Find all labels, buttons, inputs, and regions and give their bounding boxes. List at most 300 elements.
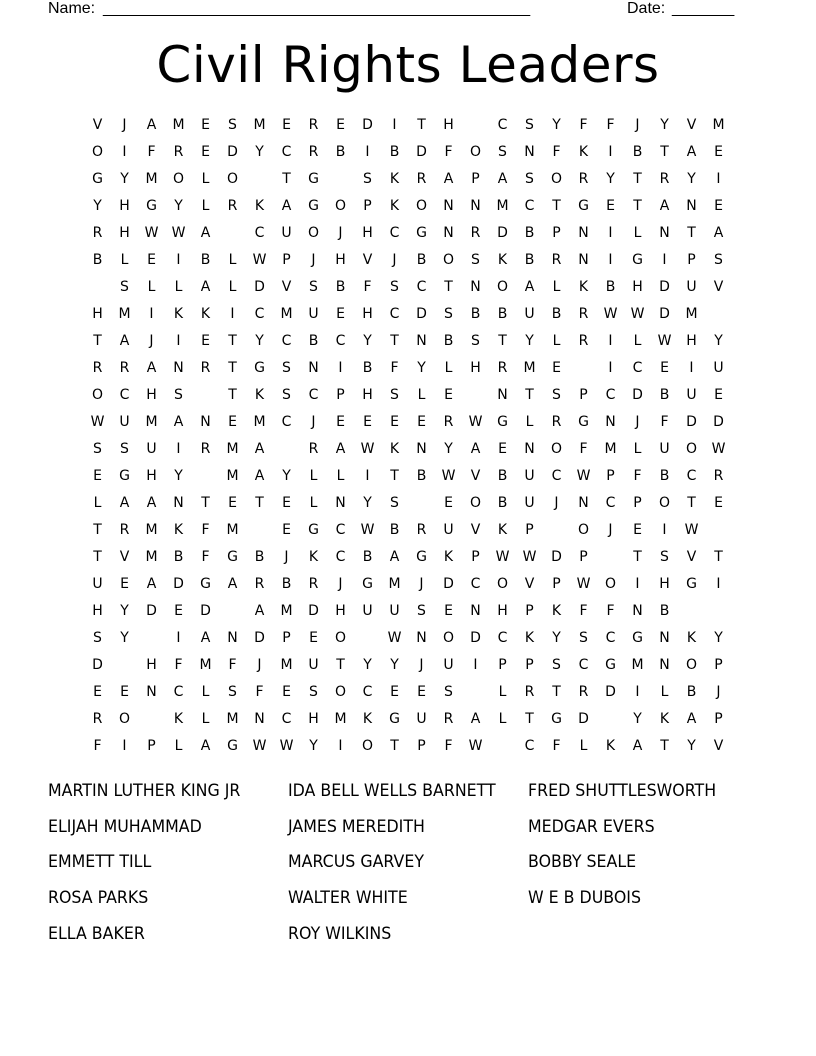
- grid-cell: [678, 598, 705, 625]
- grid-cell: C: [362, 684, 373, 700]
- grid-cell: I: [176, 630, 181, 646]
- grid-cell: M: [685, 306, 698, 322]
- grid-cell: F: [444, 738, 453, 754]
- grid-cell: A: [254, 468, 265, 484]
- grid-cell: T: [687, 225, 696, 241]
- grid-cell: K: [686, 630, 697, 646]
- grid-cell: M: [496, 198, 509, 214]
- grid-cell: M: [280, 603, 293, 619]
- grid-cell: Y: [444, 441, 453, 457]
- grid-cell: C: [119, 387, 130, 403]
- grid-cell: R: [92, 360, 103, 376]
- grid-cell: F: [606, 117, 615, 133]
- grid-cell: J: [716, 684, 721, 700]
- grid-row: [84, 706, 732, 733]
- grid-cell: L: [147, 279, 156, 295]
- grid-cell: W: [279, 738, 294, 754]
- grid-cell: C: [551, 468, 562, 484]
- grid-cell: P: [579, 387, 588, 403]
- grid-cell: I: [365, 144, 370, 160]
- grid-cell: C: [308, 387, 319, 403]
- grid-cell: [246, 166, 273, 193]
- grid-cell: C: [389, 306, 400, 322]
- grid-cell: T: [552, 684, 561, 700]
- grid-cell: K: [551, 603, 562, 619]
- grid-cell: D: [632, 387, 643, 403]
- grid-cell: G: [416, 549, 427, 565]
- grid-cell: H: [470, 360, 481, 376]
- grid-cell: E: [714, 198, 723, 214]
- grid-cell: A: [119, 333, 130, 349]
- grid-cell: R: [524, 684, 535, 700]
- grid-cell: T: [93, 522, 102, 538]
- grid-cell: L: [498, 711, 507, 727]
- grid-cell: A: [146, 360, 157, 376]
- grid-cell: C: [470, 576, 481, 592]
- grid-cell: S: [309, 684, 318, 700]
- grid-cell: Y: [120, 603, 129, 619]
- grid-cell: L: [201, 198, 210, 214]
- grid-cell: G: [92, 171, 103, 187]
- grid-cell: [489, 733, 516, 760]
- word-list-item: ROY WILKINS: [288, 923, 392, 944]
- grid-cell: N: [470, 198, 481, 214]
- grid-cell: R: [227, 198, 238, 214]
- grid-cell: N: [605, 414, 616, 430]
- grid-cell: R: [254, 576, 265, 592]
- grid-cell: A: [200, 279, 211, 295]
- grid-cell: F: [552, 738, 561, 754]
- grid-row: [84, 220, 732, 247]
- grid-cell: Y: [309, 738, 318, 754]
- grid-cell: E: [309, 630, 318, 646]
- grid-cell: A: [200, 225, 211, 241]
- grid-row: [84, 355, 732, 382]
- grid-cell: Y: [687, 171, 696, 187]
- grid-cell: V: [281, 279, 292, 295]
- grid-cell: E: [120, 684, 129, 700]
- grid-cell: W: [171, 225, 186, 241]
- name-label: Name:: [48, 0, 96, 17]
- grid-cell: H: [146, 468, 157, 484]
- word-list-item: ROSA PARKS: [48, 888, 149, 909]
- grid-cell: [192, 463, 219, 490]
- grid-cell: K: [173, 522, 184, 538]
- grid-cell: B: [200, 252, 211, 268]
- grid-cell: U: [659, 441, 670, 457]
- grid-cell: A: [335, 441, 346, 457]
- grid-cell: H: [92, 306, 103, 322]
- grid-cell: I: [608, 225, 613, 241]
- grid-cell: T: [255, 495, 264, 511]
- grid-row: [84, 517, 732, 544]
- grid-cell: [570, 355, 597, 382]
- grid-row: [84, 166, 732, 193]
- grid-cell: K: [578, 279, 589, 295]
- grid-cell: Y: [174, 198, 183, 214]
- grid-row: [84, 112, 732, 139]
- grid-cell: [462, 679, 489, 706]
- grid-cell: C: [416, 279, 427, 295]
- grid-cell: J: [419, 657, 424, 673]
- grid-cell: S: [282, 387, 291, 403]
- grid-cell: [138, 625, 165, 652]
- grid-cell: E: [444, 387, 453, 403]
- grid-cell: C: [605, 630, 616, 646]
- grid-cell: M: [226, 441, 239, 457]
- grid-cell: G: [119, 468, 130, 484]
- grid-cell: S: [444, 684, 453, 700]
- grid-cell: P: [606, 468, 615, 484]
- grid-cell: I: [716, 171, 721, 187]
- grid-cell: L: [444, 360, 453, 376]
- grid-cell: K: [497, 252, 508, 268]
- grid-cell: G: [632, 630, 643, 646]
- grid-cell: W: [495, 549, 510, 565]
- grid-cell: U: [524, 306, 535, 322]
- grid-cell: B: [335, 279, 346, 295]
- grid-cell: H: [659, 576, 670, 592]
- grid-cell: F: [390, 360, 399, 376]
- grid-cell: R: [443, 711, 454, 727]
- grid-cell: C: [335, 549, 346, 565]
- grid-cell: O: [496, 279, 509, 295]
- grid-cell: L: [201, 171, 210, 187]
- grid-cell: O: [118, 711, 131, 727]
- grid-cell: B: [443, 333, 454, 349]
- grid-cell: R: [443, 414, 454, 430]
- grid-cell: Y: [120, 171, 129, 187]
- grid-cell: W: [603, 306, 618, 322]
- grid-cell: C: [686, 468, 697, 484]
- grid-cell: M: [712, 117, 725, 133]
- grid-cell: S: [471, 333, 480, 349]
- grid-cell: M: [226, 522, 239, 538]
- grid-cell: M: [280, 657, 293, 673]
- grid-cell: P: [417, 738, 426, 754]
- grid-cell: O: [334, 630, 347, 646]
- grid-cell: [597, 706, 624, 733]
- grid-cell: M: [334, 711, 347, 727]
- grid-cell: S: [579, 630, 588, 646]
- grid-cell: B: [470, 306, 481, 322]
- grid-cell: E: [714, 387, 723, 403]
- grid-cell: N: [524, 144, 535, 160]
- grid-cell: W: [441, 468, 456, 484]
- grid-cell: F: [228, 657, 237, 673]
- grid-cell: O: [226, 171, 239, 187]
- grid-row: [84, 328, 732, 355]
- grid-cell: K: [362, 711, 373, 727]
- grid-cell: L: [660, 684, 669, 700]
- grid-cell: N: [470, 603, 481, 619]
- grid-cell: A: [146, 576, 157, 592]
- grid-cell: C: [335, 333, 346, 349]
- grid-cell: E: [336, 306, 345, 322]
- grid-cell: F: [363, 279, 372, 295]
- grid-cell: L: [552, 279, 561, 295]
- grid-cell: W: [576, 468, 591, 484]
- word-list-item: BOBBY SEALE: [528, 852, 637, 873]
- grid-cell: B: [524, 225, 535, 241]
- grid-cell: [462, 112, 489, 139]
- grid-row: [84, 625, 732, 652]
- grid-cell: P: [471, 171, 480, 187]
- grid-cell: D: [146, 603, 157, 619]
- grid-cell: Y: [714, 333, 723, 349]
- grid-cell: E: [93, 684, 102, 700]
- grid-cell: T: [390, 333, 399, 349]
- grid-cell: P: [336, 387, 345, 403]
- grid-cell: P: [282, 630, 291, 646]
- grid-row: [84, 598, 732, 625]
- grid-cell: P: [579, 549, 588, 565]
- grid-cell: O: [577, 522, 590, 538]
- grid-cell: B: [659, 468, 670, 484]
- grid-cell: K: [605, 738, 616, 754]
- grid-cell: G: [146, 198, 157, 214]
- grid-cell: E: [147, 252, 156, 268]
- grid-cell: P: [525, 657, 534, 673]
- grid-row: [84, 247, 732, 274]
- grid-cell: A: [146, 117, 157, 133]
- grid-cell: U: [146, 441, 157, 457]
- grid-cell: N: [578, 495, 589, 511]
- grid-cell: W: [657, 333, 672, 349]
- grid-cell: J: [257, 657, 262, 673]
- grid-cell: P: [633, 495, 642, 511]
- grid-cell: A: [173, 414, 184, 430]
- grid-cell: S: [93, 630, 102, 646]
- grid-cell: C: [254, 306, 265, 322]
- grid-cell: O: [91, 144, 104, 160]
- grid-cell: T: [390, 468, 399, 484]
- grid-cell: B: [416, 468, 427, 484]
- grid-cell: J: [635, 414, 640, 430]
- grid-cell: P: [147, 738, 156, 754]
- grid-row: [84, 652, 732, 679]
- grid-cell: L: [633, 441, 642, 457]
- grid-cell: N: [659, 657, 670, 673]
- grid-cell: S: [660, 549, 669, 565]
- grid-cell: N: [578, 252, 589, 268]
- grid-cell: P: [498, 657, 507, 673]
- grid-cell: T: [444, 279, 453, 295]
- grid-cell: R: [578, 171, 589, 187]
- grid-cell: W: [630, 306, 645, 322]
- grid-cell: [273, 436, 300, 463]
- grid-cell: O: [604, 576, 617, 592]
- grid-cell: A: [659, 198, 670, 214]
- grid-cell: J: [149, 333, 154, 349]
- grid-cell: A: [254, 603, 265, 619]
- grid-cell: I: [338, 360, 343, 376]
- grid-cell: C: [281, 711, 292, 727]
- grid-cell: O: [334, 684, 347, 700]
- grid-cell: R: [308, 117, 319, 133]
- grid-cell: B: [416, 252, 427, 268]
- grid-cell: R: [470, 225, 481, 241]
- grid-cell: B: [659, 603, 670, 619]
- grid-cell: F: [93, 738, 102, 754]
- grid-cell: A: [443, 171, 454, 187]
- grid-cell: T: [660, 738, 669, 754]
- grid-cell: P: [714, 657, 723, 673]
- grid-cell: N: [497, 387, 508, 403]
- grid-cell: M: [145, 522, 158, 538]
- grid-cell: U: [281, 225, 292, 241]
- grid-cell: S: [552, 387, 561, 403]
- grid-cell: O: [469, 495, 482, 511]
- grid-cell: S: [525, 171, 534, 187]
- grid-cell: S: [228, 684, 237, 700]
- grid-cell: H: [443, 117, 454, 133]
- grid-cell: J: [311, 252, 316, 268]
- grid-cell: H: [362, 387, 373, 403]
- grid-cell: B: [173, 549, 184, 565]
- grid-cell: [597, 544, 624, 571]
- grid-cell: T: [633, 549, 642, 565]
- grid-cell: A: [497, 171, 508, 187]
- grid-cell: T: [417, 117, 426, 133]
- grid-cell: G: [605, 657, 616, 673]
- grid-cell: D: [713, 414, 724, 430]
- grid-cell: E: [282, 495, 291, 511]
- grid-cell: I: [662, 252, 667, 268]
- grid-cell: D: [416, 306, 427, 322]
- grid-cell: G: [254, 360, 265, 376]
- grid-cell: U: [686, 387, 697, 403]
- grid-cell: T: [660, 144, 669, 160]
- grid-cell: Y: [525, 333, 534, 349]
- grid-cell: Y: [552, 630, 561, 646]
- grid-cell: Y: [120, 630, 129, 646]
- grid-cell: D: [551, 549, 562, 565]
- grid-cell: J: [311, 414, 316, 430]
- grid-cell: G: [551, 711, 562, 727]
- word-list-item: ELIJAH MUHAMMAD: [48, 816, 202, 837]
- grid-cell: T: [498, 333, 507, 349]
- grid-cell: V: [92, 117, 103, 133]
- grid-cell: [138, 706, 165, 733]
- grid-cell: Y: [633, 711, 642, 727]
- grid-cell: A: [524, 279, 535, 295]
- grid-cell: V: [686, 117, 697, 133]
- grid-cell: O: [550, 441, 563, 457]
- grid-cell: [219, 598, 246, 625]
- grid-cell: I: [149, 306, 154, 322]
- grid-cell: T: [228, 333, 237, 349]
- grid-cell: F: [444, 144, 453, 160]
- grid-cell: C: [497, 630, 508, 646]
- grid-cell: C: [605, 387, 616, 403]
- grid-cell: I: [473, 657, 478, 673]
- grid-cell: G: [362, 576, 373, 592]
- grid-cell: O: [550, 171, 563, 187]
- grid-cell: F: [579, 441, 588, 457]
- grid-cell: E: [714, 495, 723, 511]
- grid-cell: W: [684, 522, 699, 538]
- grid-cell: D: [686, 414, 697, 430]
- grid-row: [84, 733, 732, 760]
- grid-cell: G: [686, 576, 697, 592]
- grid-cell: N: [416, 333, 427, 349]
- grid-cell: R: [578, 333, 589, 349]
- grid-cell: J: [635, 117, 640, 133]
- grid-cell: F: [660, 414, 669, 430]
- grid-cell: P: [552, 225, 561, 241]
- grid-cell: E: [282, 117, 291, 133]
- grid-cell: L: [201, 711, 210, 727]
- grid-cell: S: [174, 387, 183, 403]
- grid-cell: K: [659, 711, 670, 727]
- grid-cell: K: [389, 198, 400, 214]
- grid-cell: K: [578, 144, 589, 160]
- grid-cell: H: [146, 387, 157, 403]
- grid-cell: M: [388, 576, 401, 592]
- grid-cell: I: [608, 333, 613, 349]
- grid-row: [84, 490, 732, 517]
- grid-cell: Y: [93, 198, 102, 214]
- grid-cell: G: [308, 171, 319, 187]
- grid-cell: Y: [390, 657, 399, 673]
- grid-cell: N: [578, 225, 589, 241]
- grid-cell: T: [687, 495, 696, 511]
- grid-cell: I: [608, 360, 613, 376]
- grid-cell: P: [525, 522, 534, 538]
- grid-cell: N: [443, 225, 454, 241]
- grid-cell: D: [659, 306, 670, 322]
- grid-cell: W: [711, 441, 726, 457]
- grid-cell: T: [390, 738, 399, 754]
- grid-cell: K: [497, 522, 508, 538]
- grid-cell: C: [524, 198, 535, 214]
- grid-cell: B: [281, 576, 292, 592]
- grid-cell: L: [174, 279, 183, 295]
- grid-cell: M: [226, 468, 239, 484]
- grid-cell: V: [470, 522, 481, 538]
- grid-cell: C: [389, 225, 400, 241]
- grid-cell: S: [93, 441, 102, 457]
- grid-cell: L: [174, 738, 183, 754]
- grid-cell: D: [227, 144, 238, 160]
- grid-cell: R: [551, 414, 562, 430]
- grid-cell: G: [200, 576, 211, 592]
- grid-cell: C: [497, 117, 508, 133]
- grid-cell: A: [254, 441, 265, 457]
- grid-cell: I: [122, 738, 127, 754]
- grid-cell: H: [335, 603, 346, 619]
- grid-cell: B: [389, 144, 400, 160]
- grid-cell: O: [496, 576, 509, 592]
- grid-cell: F: [606, 603, 615, 619]
- grid-cell: O: [685, 657, 698, 673]
- grid-cell: C: [632, 360, 643, 376]
- grid-cell: [354, 625, 381, 652]
- grid-cell: B: [335, 144, 346, 160]
- grid-cell: P: [525, 603, 534, 619]
- grid-cell: B: [497, 306, 508, 322]
- grid-cell: Y: [255, 144, 264, 160]
- grid-cell: M: [280, 306, 293, 322]
- grid-cell: G: [578, 198, 589, 214]
- grid-cell: G: [227, 549, 238, 565]
- grid-row: [84, 409, 732, 436]
- grid-cell: N: [659, 630, 670, 646]
- grid-cell: F: [579, 603, 588, 619]
- grid-row: [84, 139, 732, 166]
- grid-cell: C: [281, 333, 292, 349]
